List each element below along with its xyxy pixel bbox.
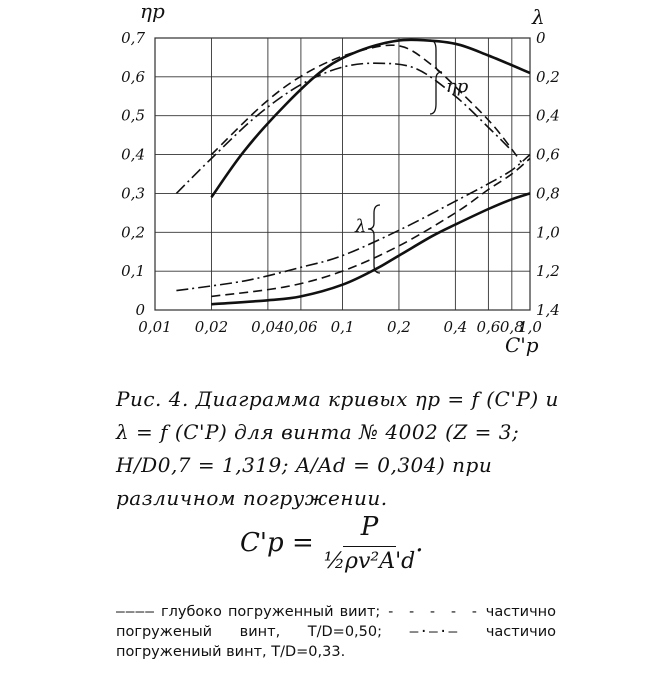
lambda-group-label: λ (355, 216, 367, 237)
x-tick-label: 0,8 (499, 318, 524, 336)
y-left-tick-label: 0,4 (121, 145, 145, 164)
chart-series (176, 40, 530, 304)
y-left-axis-title: ηp (140, 0, 165, 23)
legend-dashed-symbol: - - - - - (386, 604, 480, 620)
figure-caption (116, 383, 566, 515)
y-left-tick-label: 0,1 (121, 262, 145, 281)
x-tick-label: 0,06 (284, 318, 318, 336)
y-left-tick-label: 0,3 (121, 184, 145, 203)
formula (240, 512, 424, 574)
y-right-tick-label: 0,2 (536, 67, 560, 86)
formula-end: . (415, 528, 424, 558)
legend-solid-symbol: ———— (116, 604, 155, 620)
y-left-tick-label: 0,5 (121, 106, 145, 125)
series-line-4 (211, 159, 530, 297)
x-tick-label: 0,1 (330, 318, 355, 336)
legend (116, 602, 556, 662)
y-left-tick-label: 0 (135, 301, 145, 319)
series-line-5 (176, 155, 530, 291)
legend-solid-text: глубоко погруженный вии​т; (160, 604, 381, 620)
legend-dashdot-text: частичио погружениый винт, T/D=0,33. (116, 624, 557, 660)
y-right-tick-label: 0 (536, 29, 546, 47)
formula-denominator: ½ρv²A'd (323, 549, 416, 574)
y-right-tick-label: 0,6 (536, 145, 560, 164)
y-right-tick-label: 1,0 (536, 223, 560, 242)
caption-figure-number: Рис. 4. (116, 387, 189, 411)
x-axis-title: C'p (505, 333, 539, 357)
y-left-tick-label: 0,6 (121, 67, 145, 86)
series-line-0 (211, 40, 530, 197)
x-tick-label: 0,2 (387, 318, 411, 336)
legend-dashed-text: частично погруженый винт, T/D=0,50; (116, 604, 557, 640)
series-line-3 (211, 193, 530, 304)
formula-fraction (324, 512, 416, 574)
x-tick-label: 0,02 (194, 318, 229, 336)
x-tick-label: 0,01 (138, 318, 172, 336)
y-left-tick-label: 0,2 (121, 223, 145, 242)
x-tick-label: 0,04 (251, 318, 285, 336)
caption-text: Диаграмма кривых ηp = f (C'P) и λ = f (C'P) для винта № 4002 (Z = 3; H/D0,7 = 1,319; A/Ad = 0,304) при различном погружении. (116, 387, 559, 510)
x-tick-label: 1,0 (518, 318, 542, 336)
x-tick-label: 0,4 (443, 318, 468, 336)
series-line-1 (211, 45, 521, 162)
y-right-tick-label: 1,4 (536, 301, 560, 319)
eta-group-label: ηp (446, 76, 469, 97)
y-right-tick-label: 0,8 (536, 184, 560, 203)
y-right-tick-label: 1,2 (536, 262, 560, 281)
y-left-tick-label: 0,7 (121, 29, 145, 47)
formula-numerator: P (343, 512, 397, 547)
y-right-axis-title: λ (532, 5, 545, 29)
chart-grid (155, 38, 530, 310)
x-tick-label: 0,6 (476, 318, 501, 336)
y-right-tick-label: 0,4 (536, 106, 560, 125)
lambda-group-brace (368, 205, 380, 273)
legend-dashdot-symbol: —·—·— (409, 624, 459, 640)
formula-lhs: C'p = (240, 528, 314, 558)
